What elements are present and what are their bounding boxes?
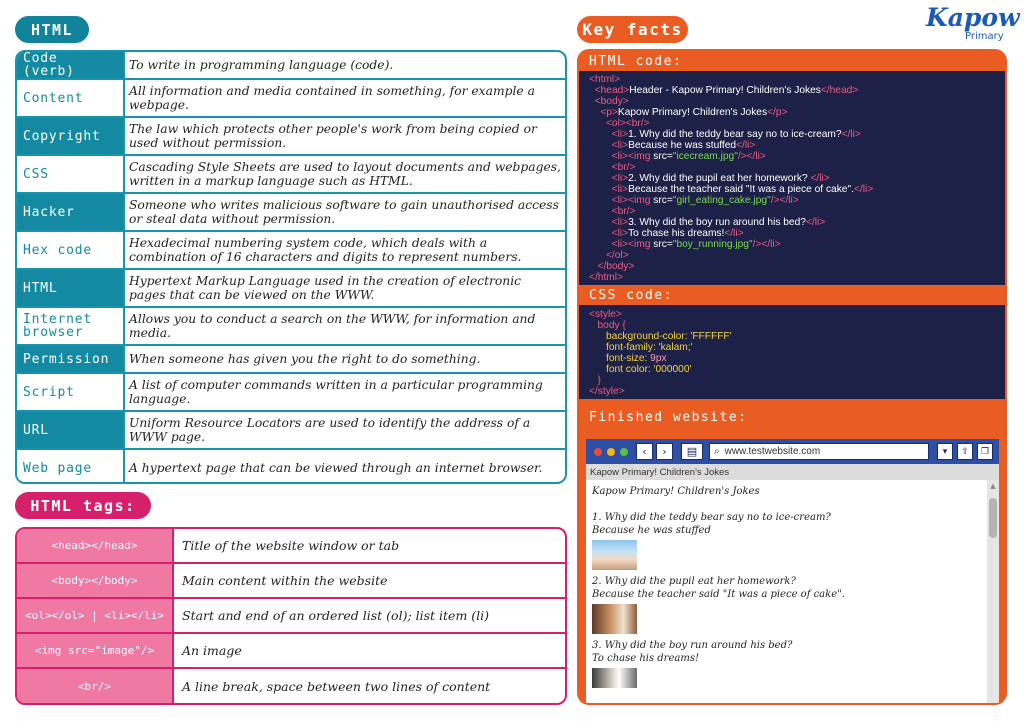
code-token: </p>: [767, 107, 788, 118]
code-token: </li>: [724, 228, 744, 239]
code-token: <ol><br/>: [605, 118, 650, 129]
glossary-term: CSS: [17, 156, 125, 192]
code-token: <li><img: [611, 151, 651, 162]
glossary-term: Hacker: [17, 194, 125, 230]
glossary-row: [17, 308, 565, 346]
icecream-image: [592, 540, 637, 570]
css-property: font-family:: [605, 342, 659, 353]
code-token: </li>: [841, 129, 861, 140]
scroll-up-icon[interactable]: ▲: [990, 482, 996, 490]
code-string: "girl_eating_cake.jpg": [672, 195, 771, 206]
finished-website-heading: Finished website:: [589, 409, 748, 425]
kapow-logo-sub: Primary: [965, 31, 1004, 42]
code-text: Because the teacher said "It was a piece of cake".: [628, 184, 854, 195]
shield-icon[interactable]: ▾: [937, 443, 953, 460]
maximize-dot-icon[interactable]: [620, 448, 628, 456]
joke-answer: Because the teacher said "It was a piece of cake".: [592, 589, 845, 600]
glossary-row: [17, 118, 565, 156]
joke-question: 1. Why did the teddy bear say no to ice-cream?: [592, 512, 831, 523]
glossary-term: Content: [17, 80, 125, 116]
code-text: Because he was stuffed: [628, 140, 737, 151]
code-token: </li>: [853, 184, 874, 195]
glossary-definition: Hexadecimal numbering system code, which deals with a combination of 16 characters and digits to represent numbers.: [129, 236, 522, 264]
tag-row: [17, 529, 565, 564]
glossary-row: [17, 270, 565, 308]
code-token: </style>: [589, 386, 625, 397]
share-icon[interactable]: ⇧: [957, 443, 973, 460]
css-property: font-size:: [605, 353, 651, 364]
code-token: <li>: [611, 140, 629, 151]
glossary-row: [17, 194, 565, 232]
code-token: </head>: [820, 85, 859, 96]
tag-description: Start and end of an ordered list (ol); list item (li): [182, 608, 490, 623]
css-number: 9: [650, 353, 656, 364]
glossary-term: Internet browser: [17, 308, 125, 344]
html-code-block: [579, 71, 1005, 285]
code-token: <br/>: [611, 162, 636, 173]
key-facts-panel: [577, 49, 1007, 705]
code-token: </li>: [736, 140, 756, 151]
close-dot-icon[interactable]: [594, 448, 602, 456]
scrollbar-thumb[interactable]: [989, 498, 997, 538]
code-text: To chase his dreams!: [628, 228, 725, 239]
css-property: background-color:: [605, 331, 691, 342]
glossary-definition: Cascading Style Sheets are used to layout documents and webpages, written in a markup language such as HTML.: [129, 160, 561, 188]
code-token: /></li>: [752, 239, 781, 250]
code-token: }: [597, 375, 601, 386]
tabs-icon[interactable]: ❐: [977, 443, 993, 460]
tag-row: [17, 599, 565, 634]
code-token: <html>: [589, 74, 621, 85]
browser-toolbar: [586, 439, 999, 464]
glossary-term: Script: [17, 374, 125, 410]
tag-code: <ol></ol> | <li></li>: [17, 599, 174, 632]
glossary-definition: A hypertext page that can be viewed through an internet browser.: [129, 461, 543, 475]
glossary-row: [17, 156, 565, 194]
glossary-term: Web page: [17, 450, 125, 484]
page-heading: Kapow Primary! Children's Jokes: [592, 486, 760, 497]
tag-description: A line break, space between two lines of content: [182, 678, 491, 694]
code-token: <li>: [611, 217, 629, 228]
boy-running-image: [592, 668, 637, 688]
code-token: </html>: [589, 272, 623, 283]
code-token: <body>: [594, 96, 629, 107]
tag-row: [17, 669, 565, 703]
code-token: /></li>: [770, 195, 799, 206]
tag-code: <head></head>: [17, 529, 174, 562]
glossary-definition: Someone who writes malicious software to gain unauthorised access or steal data without permission.: [129, 198, 559, 226]
scrollbar[interactable]: [987, 480, 999, 703]
code-token: <li>: [611, 184, 629, 195]
html-tags-table: [15, 527, 567, 705]
browser-window: [586, 439, 999, 703]
glossary-row: [17, 80, 565, 118]
glossary-definition: All information and media contained in something, for example a webpage.: [129, 84, 535, 112]
code-token: </body>: [597, 261, 635, 272]
code-attr: src=: [650, 239, 673, 250]
tag-code: <br/>: [17, 669, 174, 703]
key-facts-title: Key facts: [577, 16, 688, 43]
code-token: </li>: [810, 173, 830, 184]
forward-arrow-icon[interactable]: ›: [656, 443, 673, 460]
html-code-heading: HTML code:: [589, 53, 683, 69]
css-value: 'FFFFFF': [690, 331, 732, 342]
joke-answer: Because he was stuffed: [592, 525, 711, 536]
joke-question: 2. Why did the pupil eat her homework?: [592, 576, 796, 587]
glossary-row: [17, 374, 565, 412]
code-token: <li><img: [611, 239, 651, 250]
glossary-term: Hex code: [17, 232, 125, 268]
sidebar-icon[interactable]: ▤: [681, 443, 703, 460]
code-token: <li>: [611, 173, 629, 184]
code-token: body {: [597, 320, 626, 331]
glossary-term: Permission: [17, 346, 125, 372]
code-token: <br/>: [611, 206, 636, 217]
glossary-term: Copyright: [17, 118, 125, 154]
glossary-term: URL: [17, 412, 125, 448]
html-tags-title: HTML tags:: [15, 492, 151, 519]
code-token: <head>: [594, 85, 630, 96]
address-bar[interactable]: [709, 443, 929, 460]
glossary-definition: Allows you to conduct a search on the WWW, for information and media.: [129, 312, 536, 340]
tag-description: Main content within the website: [182, 573, 388, 588]
glossary-row: [17, 450, 565, 484]
code-token: <style>: [589, 309, 622, 320]
glossary-term: HTML: [17, 270, 125, 306]
joke-answer: To chase his dreams!: [592, 653, 699, 664]
code-token: </ol>: [605, 250, 629, 261]
glossary-row: [17, 412, 565, 450]
minimize-dot-icon[interactable]: [607, 448, 615, 456]
glossary-term: Code (verb): [17, 52, 125, 78]
code-token: /></li>: [737, 151, 766, 162]
html-section-title: HTML: [15, 16, 89, 43]
css-value: '000000': [653, 364, 692, 375]
tag-row: [17, 564, 565, 599]
code-attr: src=: [650, 195, 673, 206]
glossary-row: [17, 52, 565, 80]
glossary-row: [17, 232, 565, 270]
css-property: font color:: [605, 364, 654, 375]
glossary-definition: The law which protects other people's work from being copied or used without permission.: [129, 122, 537, 150]
kapow-logo: Kapow: [926, 3, 1020, 32]
glossary-definition: To write in programming language (code).: [129, 58, 394, 72]
code-attr: src=: [650, 151, 673, 162]
code-text: 3. Why did the boy run around his bed?: [628, 217, 806, 228]
browser-tab[interactable]: Kapow Primary! Children's Jokes: [586, 464, 999, 480]
glossary-row: [17, 346, 565, 374]
glossary-table: [15, 50, 567, 484]
tag-code: <body></body>: [17, 564, 174, 597]
code-token: <li><img: [611, 195, 651, 206]
code-text: Header - Kapow Primary! Children's Jokes: [629, 85, 821, 96]
glossary-definition: A list of computer commands written in a particular programming language.: [129, 378, 543, 406]
joke-question: 3. Why did the boy run around his bed?: [592, 640, 793, 651]
browser-page-content: [586, 480, 999, 703]
code-string: "boy_running.jpg": [672, 239, 753, 250]
code-token: <li>: [611, 129, 629, 140]
code-token: </li>: [805, 217, 826, 228]
back-arrow-icon[interactable]: ‹: [636, 443, 653, 460]
search-icon: ⌕: [714, 446, 720, 457]
tag-description: An image: [182, 643, 242, 658]
code-text: 1. Why did the teddy bear say no to ice-cream?: [628, 129, 842, 140]
css-code-block: [579, 305, 1005, 399]
css-unit: px: [655, 353, 667, 364]
css-code-heading: CSS code:: [589, 287, 673, 303]
code-token: <p>: [600, 107, 618, 118]
url-text: www.testwebsite.com: [724, 446, 821, 457]
css-value: 'kalam;': [658, 342, 693, 353]
glossary-definition: Hypertext Markup Language used in the creation of electronic pages that can be viewed on the WWW.: [129, 274, 522, 302]
code-text: Kapow Primary! Children's Jokes: [617, 107, 768, 118]
glossary-definition: Uniform Resource Locators are used to identify the address of a WWW page.: [129, 416, 531, 444]
code-token: <li>: [611, 228, 629, 239]
code-text: 2. Why did the pupil eat her homework?: [628, 173, 811, 184]
girl-eating-cake-image: [592, 604, 637, 634]
tag-row: [17, 634, 565, 669]
tag-code: <img src="image"/>: [17, 634, 174, 667]
tag-description: Title of the website window or tab: [182, 538, 400, 553]
glossary-definition: When someone has given you the right to do something.: [129, 352, 481, 366]
code-string: "icecream.jpg": [672, 151, 738, 162]
